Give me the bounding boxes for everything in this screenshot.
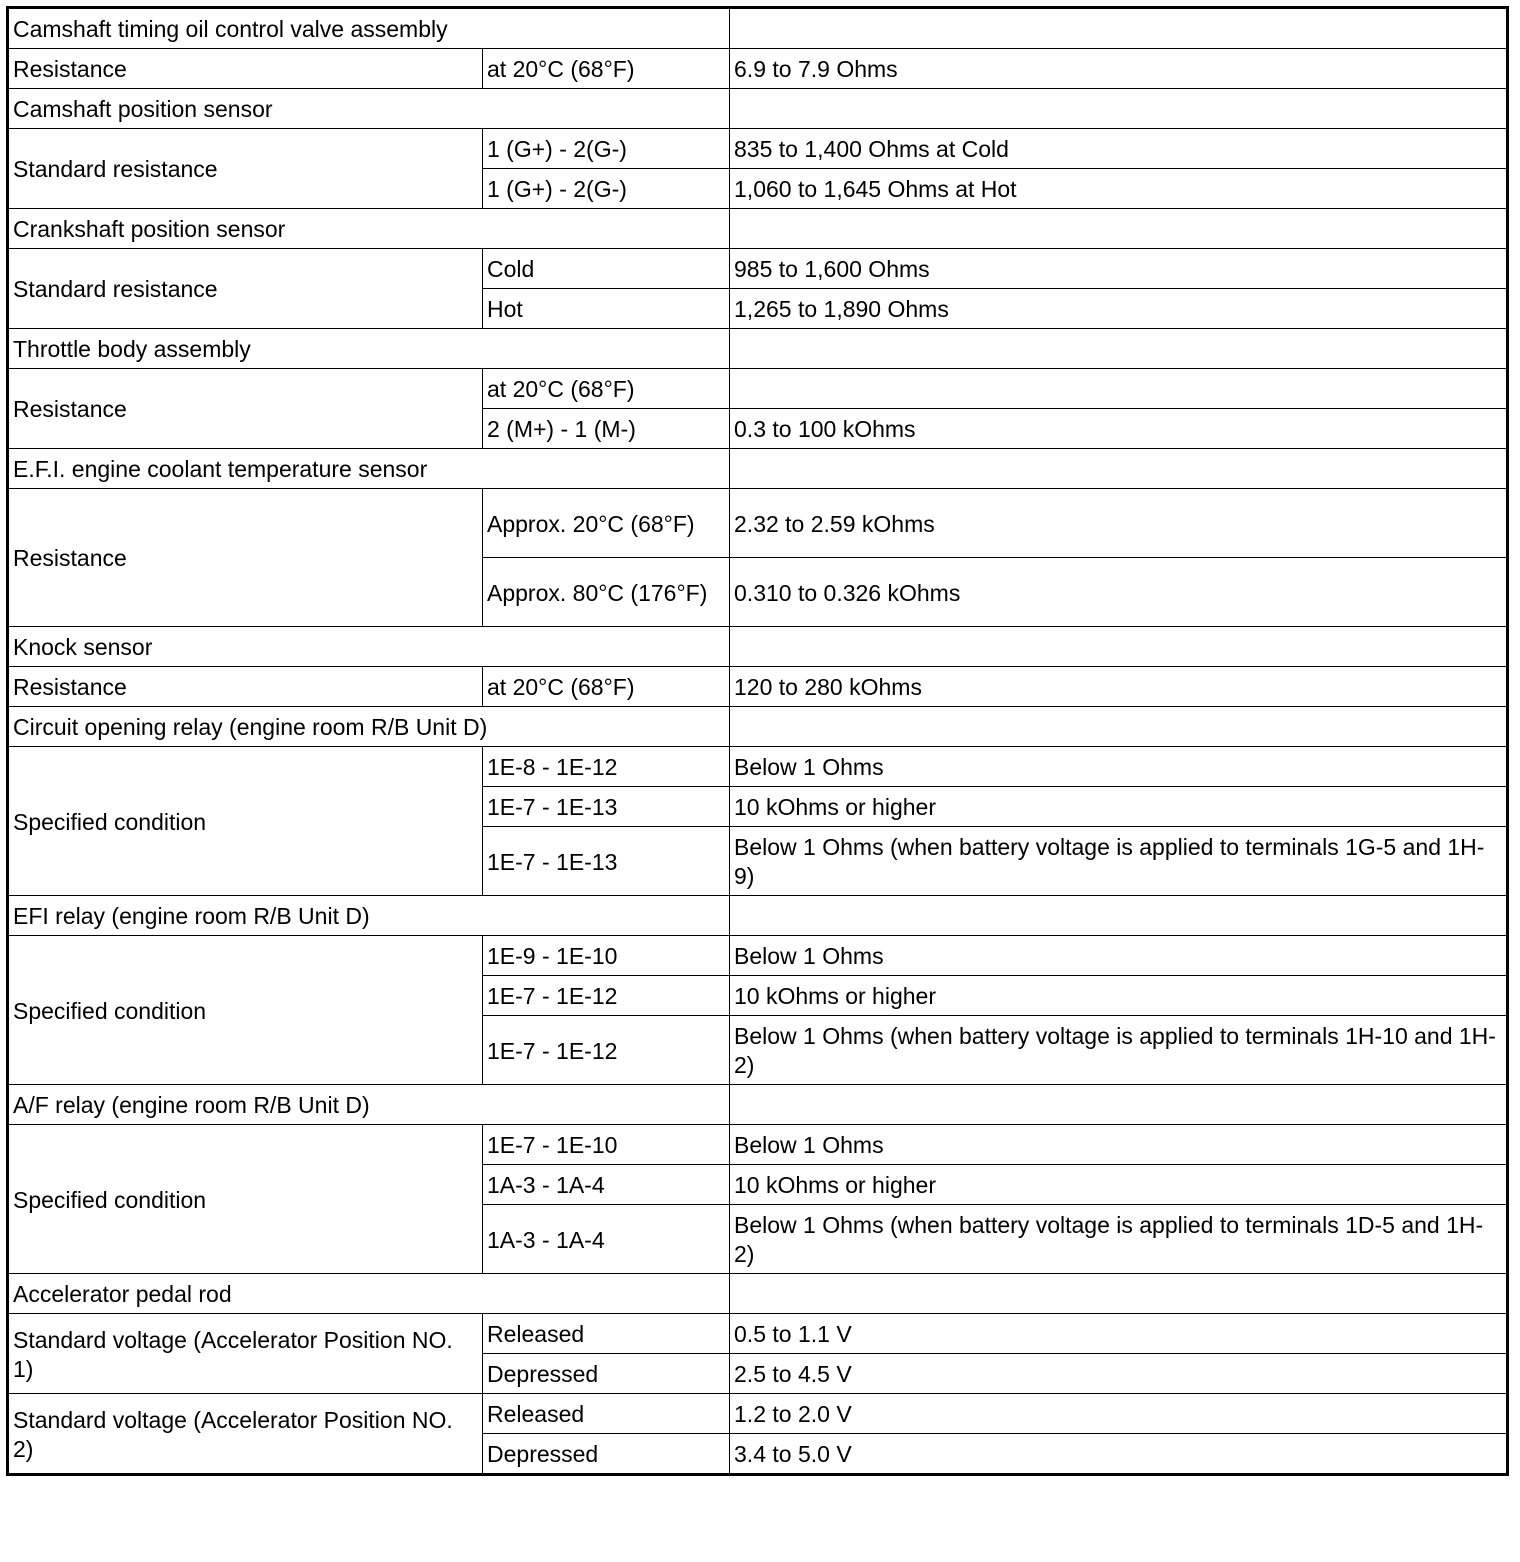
spec-condition: 1E-7 - 1E-13 <box>483 787 730 827</box>
spec-value <box>730 369 1508 409</box>
spec-label: Standard voltage (Accelerator Position NO. 2) <box>8 1394 483 1475</box>
spec-label: Specified condition <box>8 1125 483 1274</box>
spec-condition: Hot <box>483 289 730 329</box>
spec-condition: at 20°C (68°F) <box>483 369 730 409</box>
section-header-empty-cell <box>730 449 1508 489</box>
section-header-row <box>8 329 1508 369</box>
spec-condition: 1E-7 - 1E-10 <box>483 1125 730 1165</box>
spec-condition: Released <box>483 1314 730 1354</box>
spec-value: 985 to 1,600 Ohms <box>730 249 1508 289</box>
section-title: Throttle body assembly <box>8 329 730 369</box>
spec-row <box>8 249 1508 289</box>
spec-value: 1,265 to 1,890 Ohms <box>730 289 1508 329</box>
section-header-empty-cell <box>730 1274 1508 1314</box>
section-header-empty-cell <box>730 627 1508 667</box>
spec-value: 835 to 1,400 Ohms at Cold <box>730 129 1508 169</box>
section-title: E.F.I. engine coolant temperature sensor <box>8 449 730 489</box>
spec-row <box>8 747 1508 787</box>
spec-condition: Depressed <box>483 1434 730 1475</box>
spec-row <box>8 369 1508 409</box>
spec-value: 2.5 to 4.5 V <box>730 1354 1508 1394</box>
spec-condition: Cold <box>483 249 730 289</box>
section-header-empty-cell <box>730 89 1508 129</box>
spec-value: Below 1 Ohms <box>730 936 1508 976</box>
section-header-empty-cell <box>730 1085 1508 1125</box>
spec-value: 0.5 to 1.1 V <box>730 1314 1508 1354</box>
section-header-row <box>8 707 1508 747</box>
spec-condition: Depressed <box>483 1354 730 1394</box>
spec-value: Below 1 Ohms (when battery voltage is applied to terminals 1D-5 and 1H-2) <box>730 1205 1508 1274</box>
section-header-row <box>8 89 1508 129</box>
spec-value: Below 1 Ohms <box>730 747 1508 787</box>
spec-condition: 1E-7 - 1E-12 <box>483 976 730 1016</box>
section-header-row <box>8 1274 1508 1314</box>
specification-table <box>6 6 1509 1476</box>
spec-value: 0.310 to 0.326 kOhms <box>730 558 1508 627</box>
spec-condition: at 20°C (68°F) <box>483 49 730 89</box>
spec-value: 3.4 to 5.0 V <box>730 1434 1508 1475</box>
spec-condition: Approx. 20°C (68°F) <box>483 489 730 558</box>
section-header-row <box>8 896 1508 936</box>
spec-row <box>8 1314 1508 1354</box>
section-title: EFI relay (engine room R/B Unit D) <box>8 896 730 936</box>
spec-value: Below 1 Ohms <box>730 1125 1508 1165</box>
spec-row <box>8 489 1508 558</box>
section-header-row <box>8 1085 1508 1125</box>
spec-row <box>8 129 1508 169</box>
section-title: Knock sensor <box>8 627 730 667</box>
spec-label: Resistance <box>8 489 483 627</box>
section-header-row <box>8 627 1508 667</box>
spec-row <box>8 667 1508 707</box>
spec-label: Standard resistance <box>8 249 483 329</box>
section-header-row <box>8 8 1508 49</box>
section-header-empty-cell <box>730 896 1508 936</box>
spec-row <box>8 936 1508 976</box>
section-title: Camshaft position sensor <box>8 89 730 129</box>
spec-value: 10 kOhms or higher <box>730 787 1508 827</box>
specification-table-body <box>8 8 1508 1475</box>
spec-condition: 1E-7 - 1E-12 <box>483 1016 730 1085</box>
section-header-empty-cell <box>730 707 1508 747</box>
spec-value: 2.32 to 2.59 kOhms <box>730 489 1508 558</box>
section-title: Crankshaft position sensor <box>8 209 730 249</box>
spec-value: Below 1 Ohms (when battery voltage is applied to terminals 1G-5 and 1H-9) <box>730 827 1508 896</box>
spec-row <box>8 1394 1508 1434</box>
section-header-row <box>8 209 1508 249</box>
spec-label: Resistance <box>8 369 483 449</box>
spec-value: Below 1 Ohms (when battery voltage is applied to terminals 1H-10 and 1H-2) <box>730 1016 1508 1085</box>
spec-label: Resistance <box>8 667 483 707</box>
spec-value: 0.3 to 100 kOhms <box>730 409 1508 449</box>
spec-condition: 1E-8 - 1E-12 <box>483 747 730 787</box>
spec-row <box>8 49 1508 89</box>
spec-condition: 1E-7 - 1E-13 <box>483 827 730 896</box>
spec-label: Specified condition <box>8 747 483 896</box>
spec-condition: 1 (G+) - 2(G-) <box>483 129 730 169</box>
spec-condition: 1E-9 - 1E-10 <box>483 936 730 976</box>
spec-row <box>8 1125 1508 1165</box>
section-header-row <box>8 449 1508 489</box>
spec-value: 10 kOhms or higher <box>730 1165 1508 1205</box>
section-title: A/F relay (engine room R/B Unit D) <box>8 1085 730 1125</box>
spec-condition: Approx. 80°C (176°F) <box>483 558 730 627</box>
section-header-empty-cell <box>730 329 1508 369</box>
spec-label: Specified condition <box>8 936 483 1085</box>
section-title: Circuit opening relay (engine room R/B Unit D) <box>8 707 730 747</box>
spec-value: 10 kOhms or higher <box>730 976 1508 1016</box>
section-title: Accelerator pedal rod <box>8 1274 730 1314</box>
spec-condition: Released <box>483 1394 730 1434</box>
spec-condition: 1A-3 - 1A-4 <box>483 1165 730 1205</box>
spec-condition: 1 (G+) - 2(G-) <box>483 169 730 209</box>
section-header-empty-cell <box>730 8 1508 49</box>
spec-value: 1,060 to 1,645 Ohms at Hot <box>730 169 1508 209</box>
spec-condition: at 20°C (68°F) <box>483 667 730 707</box>
spec-value: 6.9 to 7.9 Ohms <box>730 49 1508 89</box>
section-header-empty-cell <box>730 209 1508 249</box>
spec-value: 120 to 280 kOhms <box>730 667 1508 707</box>
spec-label: Standard resistance <box>8 129 483 209</box>
spec-condition: 1A-3 - 1A-4 <box>483 1205 730 1274</box>
spec-value: 1.2 to 2.0 V <box>730 1394 1508 1434</box>
section-title: Camshaft timing oil control valve assembly <box>8 8 730 49</box>
spec-condition: 2 (M+) - 1 (M-) <box>483 409 730 449</box>
spec-label: Standard voltage (Accelerator Position NO. 1) <box>8 1314 483 1394</box>
spec-label: Resistance <box>8 49 483 89</box>
